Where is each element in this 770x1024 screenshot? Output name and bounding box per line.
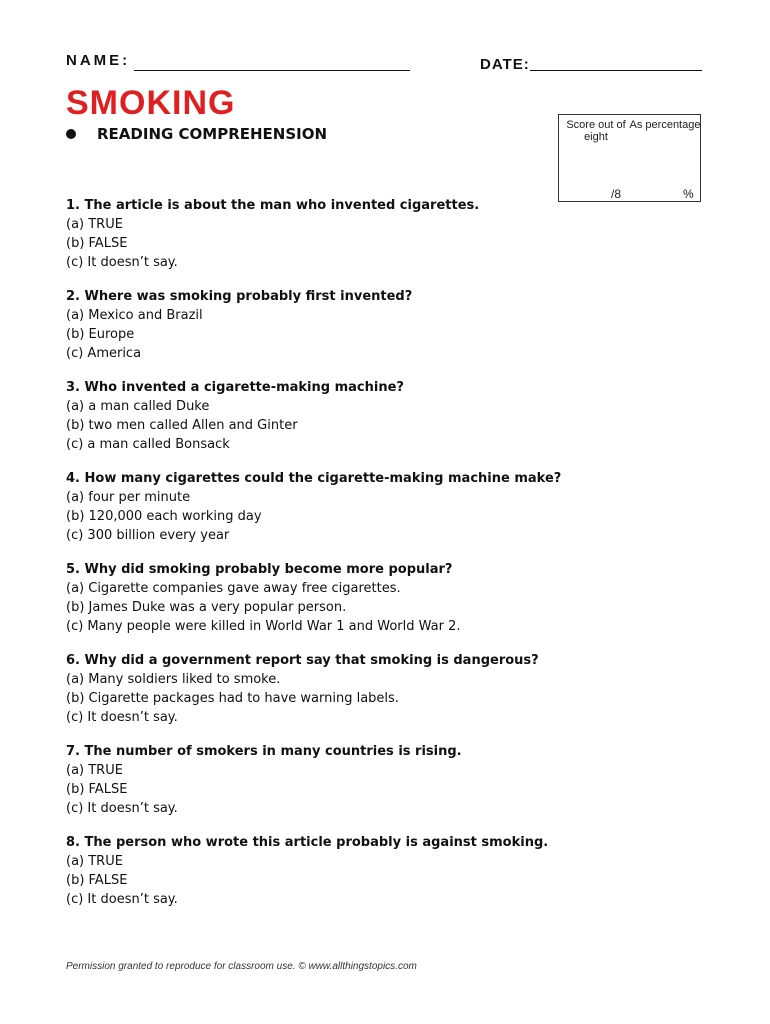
date-label: DATE: [480,56,530,73]
percent-value: % [683,187,694,201]
question-text: 1. The article is about the man who invented cigarettes. [66,198,480,213]
score-box [558,114,701,202]
question-text: 4. How many cigarettes could the cigarette-making machine make? [66,471,562,486]
score-value: /8 [611,187,622,201]
question-4 [66,469,716,545]
answer-option: (c) a man called Bonsack [66,437,230,452]
name-label: NAME: [66,52,131,69]
answer-option: (b) Cigarette packages had to have warning labels. [66,691,399,706]
question-7 [66,742,716,818]
answer-option: (c) Many people were killed in World War 1 and World War 2. [66,619,461,634]
question-text: 7. The number of smokers in many countries is rising. [66,744,462,759]
answer-option: (c) 300 billion every year [66,528,230,543]
question-1 [66,196,716,272]
section-subtitle: READING COMPREHENSION [97,125,328,143]
question-6 [66,651,716,727]
answer-option: (c) It doesn’t say. [66,892,178,907]
answer-option: (b) FALSE [66,236,128,251]
name-field-line [134,70,410,71]
answer-option: (b) FALSE [66,782,128,797]
answer-option: (b) two men called Allen and Ginter [66,418,298,433]
question-list [66,196,716,924]
question-text: 3. Who invented a cigarette-making machine? [66,380,404,395]
percent-header: As percentage [629,119,701,131]
question-8 [66,833,716,909]
question-5 [66,560,716,636]
footer-permission: Permission granted to reproduce for classroom use. © www.allthingstopics.com [66,961,417,972]
answer-option: (c) America [66,346,142,361]
page-title: SMOKING [66,84,236,122]
answer-option: (c) It doesn’t say. [66,801,178,816]
question-text: 5. Why did smoking probably become more popular? [66,562,453,577]
answer-option: (b) James Duke was a very popular person. [66,600,347,615]
question-text: 6. Why did a government report say that smoking is dangerous? [66,653,539,668]
answer-option: (c) It doesn’t say. [66,710,178,725]
answer-option: (a) a man called Duke [66,399,210,414]
question-text: 2. Where was smoking probably first invented? [66,289,413,304]
score-header: Score out of eight [566,119,626,143]
question-text: 8. The person who wrote this article probably is against smoking. [66,835,549,850]
answer-option: (a) four per minute [66,490,191,505]
answer-option: (c) It doesn’t say. [66,255,178,270]
answer-option: (a) TRUE [66,217,123,232]
answer-option: (a) TRUE [66,854,123,869]
answer-option: (b) FALSE [66,873,128,888]
bullet-icon [66,129,76,139]
answer-option: (b) Europe [66,327,135,342]
answer-option: (b) 120,000 each working day [66,509,262,524]
answer-option: (a) Mexico and Brazil [66,308,203,323]
question-2 [66,287,716,363]
answer-option: (a) TRUE [66,763,123,778]
question-3 [66,378,716,454]
date-field-line [530,70,702,71]
answer-option: (a) Cigarette companies gave away free cigarettes. [66,581,401,596]
answer-option: (a) Many soldiers liked to smoke. [66,672,281,687]
